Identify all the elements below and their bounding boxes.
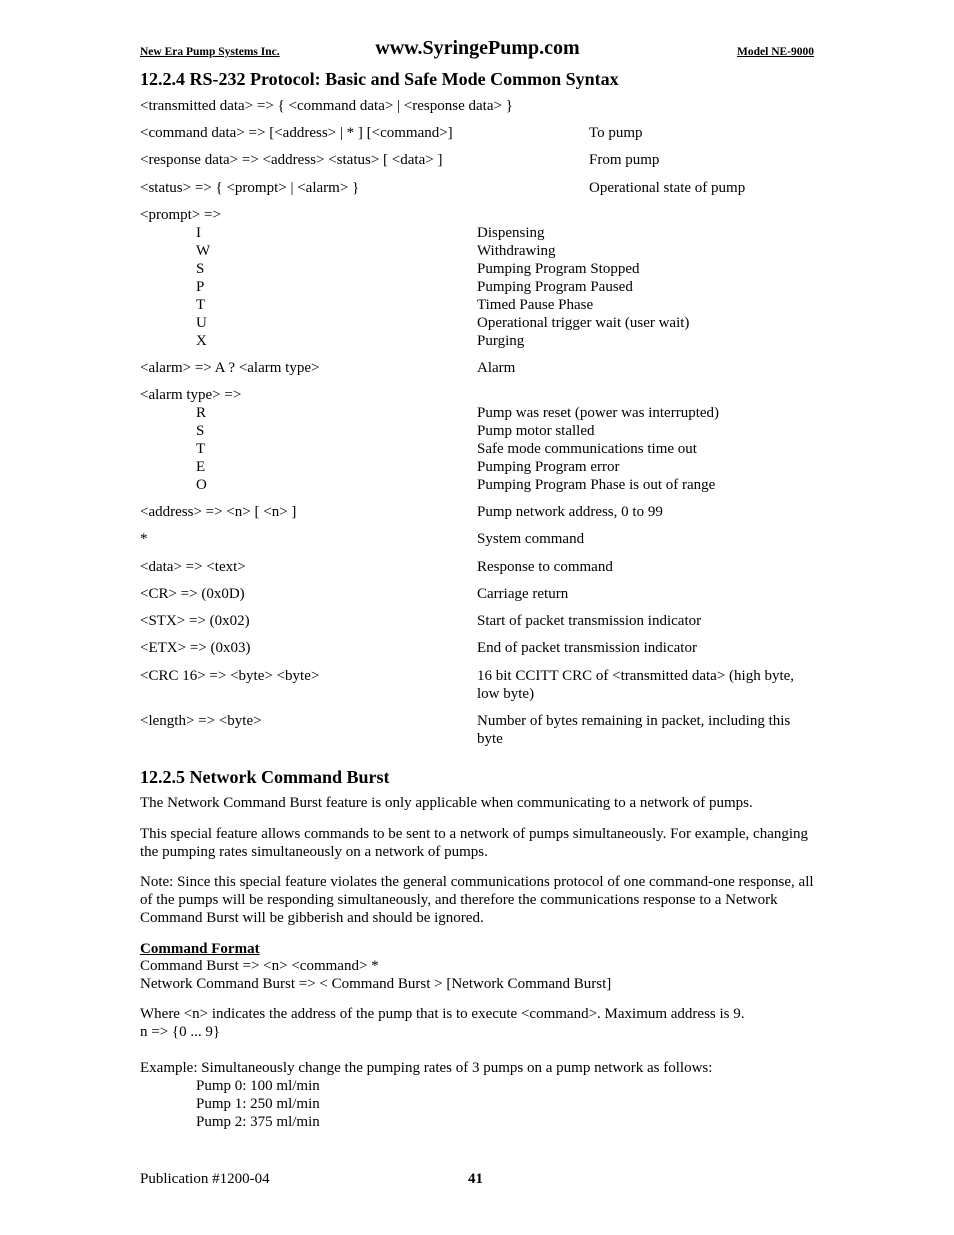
- prompt-desc: Pumping Program Paused: [477, 279, 633, 295]
- def-left: <ETX> => (0x03): [140, 640, 251, 656]
- def-left: <address> => <n> [ <n> ]: [140, 504, 297, 520]
- prompt-desc: Withdrawing: [477, 243, 556, 259]
- alarm-code: R: [196, 405, 207, 421]
- prompt-code: T: [196, 297, 206, 313]
- prompt-desc: Pumping Program Stopped: [477, 261, 640, 277]
- command-format-line: Command Burst => <n> <command> *: [140, 958, 379, 974]
- example-line: Example: Simultaneously change the pumping rates of 3 pumps on a pump network as follows:: [140, 1060, 713, 1076]
- alarm-code-desc: Pumping Program error: [477, 459, 620, 475]
- syntax-row-right: Operational state of pump: [589, 180, 746, 196]
- paragraph: This special feature allows commands to be sent to a network of pumps simultaneously. For example, changing the pumping rates simultaneously on a network of pumps.: [140, 826, 809, 860]
- def-right: Carriage return: [477, 586, 569, 602]
- def-right: Pump network address, 0 to 99: [477, 504, 663, 520]
- prompt-code: U: [196, 315, 207, 331]
- alarm-def: <alarm> => A ? <alarm type>: [140, 360, 320, 376]
- syntax-row-right: From pump: [589, 152, 660, 168]
- alarm-desc: Alarm: [477, 360, 516, 376]
- header-website: www.SyringePump.com: [375, 37, 580, 59]
- alarm-code: T: [196, 441, 206, 457]
- alarm-code-desc: Pumping Program Phase is out of range: [477, 477, 716, 493]
- prompt-desc: Dispensing: [477, 225, 545, 241]
- prompt-desc: Timed Pause Phase: [477, 297, 594, 313]
- header-model: Model NE-9000: [737, 46, 814, 58]
- paragraph: The Network Command Burst feature is only applicable when communicating to a network of pumps.: [140, 795, 753, 811]
- pump-rate-item: Pump 1: 250 ml/min: [196, 1096, 320, 1112]
- section-heading-rs232: 12.2.4 RS-232 Protocol: Basic and Safe Mode Common Syntax: [140, 69, 619, 89]
- def-left: <length> => <byte>: [140, 713, 262, 729]
- footer-publication: Publication #1200-04: [140, 1171, 270, 1187]
- prompt-desc: Operational trigger wait (user wait): [477, 315, 690, 331]
- paragraph: Note: Since this special feature violates the general communications protocol of one command-one response, all of the pumps will be responding simultaneously, and therefore the communications response to a Network Command Burst will be gibberish and should be ignored.: [140, 874, 814, 926]
- prompt-code: W: [196, 243, 211, 259]
- def-left: <CR> => (0x0D): [140, 586, 245, 602]
- command-format-title: Command Format: [140, 941, 260, 957]
- syntax-row-left: <command data> => [<address> | * ] [<command>]: [140, 125, 453, 141]
- prompt-label: <prompt> =>: [140, 207, 221, 223]
- def-right: Number of bytes remaining in packet, including this byte: [477, 713, 791, 747]
- prompt-code: I: [196, 225, 201, 241]
- def-right: System command: [477, 531, 585, 547]
- alarm-code-desc: Pump motor stalled: [477, 423, 595, 439]
- pump-rate-item: Pump 0: 100 ml/min: [196, 1078, 320, 1094]
- def-right: Start of packet transmission indicator: [477, 613, 702, 629]
- syntax-row-right: To pump: [589, 125, 643, 141]
- alarm-code: O: [196, 477, 207, 493]
- where-line: Where <n> indicates the address of the pump that is to execute <command>. Maximum address is 9.: [140, 1006, 745, 1022]
- def-left: <STX> => (0x02): [140, 613, 250, 629]
- def-right: Response to command: [477, 559, 613, 575]
- alarm-code-desc: Pump was reset (power was interrupted): [477, 405, 720, 421]
- prompt-code: P: [196, 279, 205, 295]
- def-right: 16 bit CCITT CRC of <transmitted data> (high byte, low byte): [477, 668, 795, 702]
- prompt-code: X: [196, 333, 207, 349]
- prompt-desc: Purging: [477, 333, 525, 349]
- section-heading-burst: 12.2.5 Network Command Burst: [140, 767, 390, 787]
- alarm-code-desc: Safe mode communications time out: [477, 441, 697, 457]
- def-left: <data> => <text>: [140, 559, 246, 575]
- def-right: End of packet transmission indicator: [477, 640, 697, 656]
- header-company: New Era Pump Systems Inc.: [140, 46, 280, 58]
- page-header: [140, 36, 814, 60]
- syntax-row-left: <status> => { <prompt> | <alarm> }: [140, 180, 360, 196]
- syntax-row-left: <response data> => <address> <status> [ <data> ]: [140, 152, 443, 168]
- command-format-line: Network Command Burst => < Command Burst > [Network Command Burst]: [140, 976, 612, 992]
- def-left: *: [140, 531, 148, 547]
- prompt-code: S: [196, 261, 205, 277]
- alarm-code: S: [196, 423, 205, 439]
- pump-rate-item: Pump 2: 375 ml/min: [196, 1114, 320, 1130]
- alarm-code: E: [196, 459, 206, 475]
- alarm-type-label: <alarm type> =>: [140, 387, 242, 403]
- transmitted-data-line: <transmitted data> => { <command data> | <response data> }: [140, 98, 513, 114]
- def-left: <CRC 16> => <byte> <byte>: [140, 668, 320, 684]
- page-number: 41: [468, 1171, 483, 1187]
- n-range-line: n => {0 ... 9}: [140, 1024, 221, 1040]
